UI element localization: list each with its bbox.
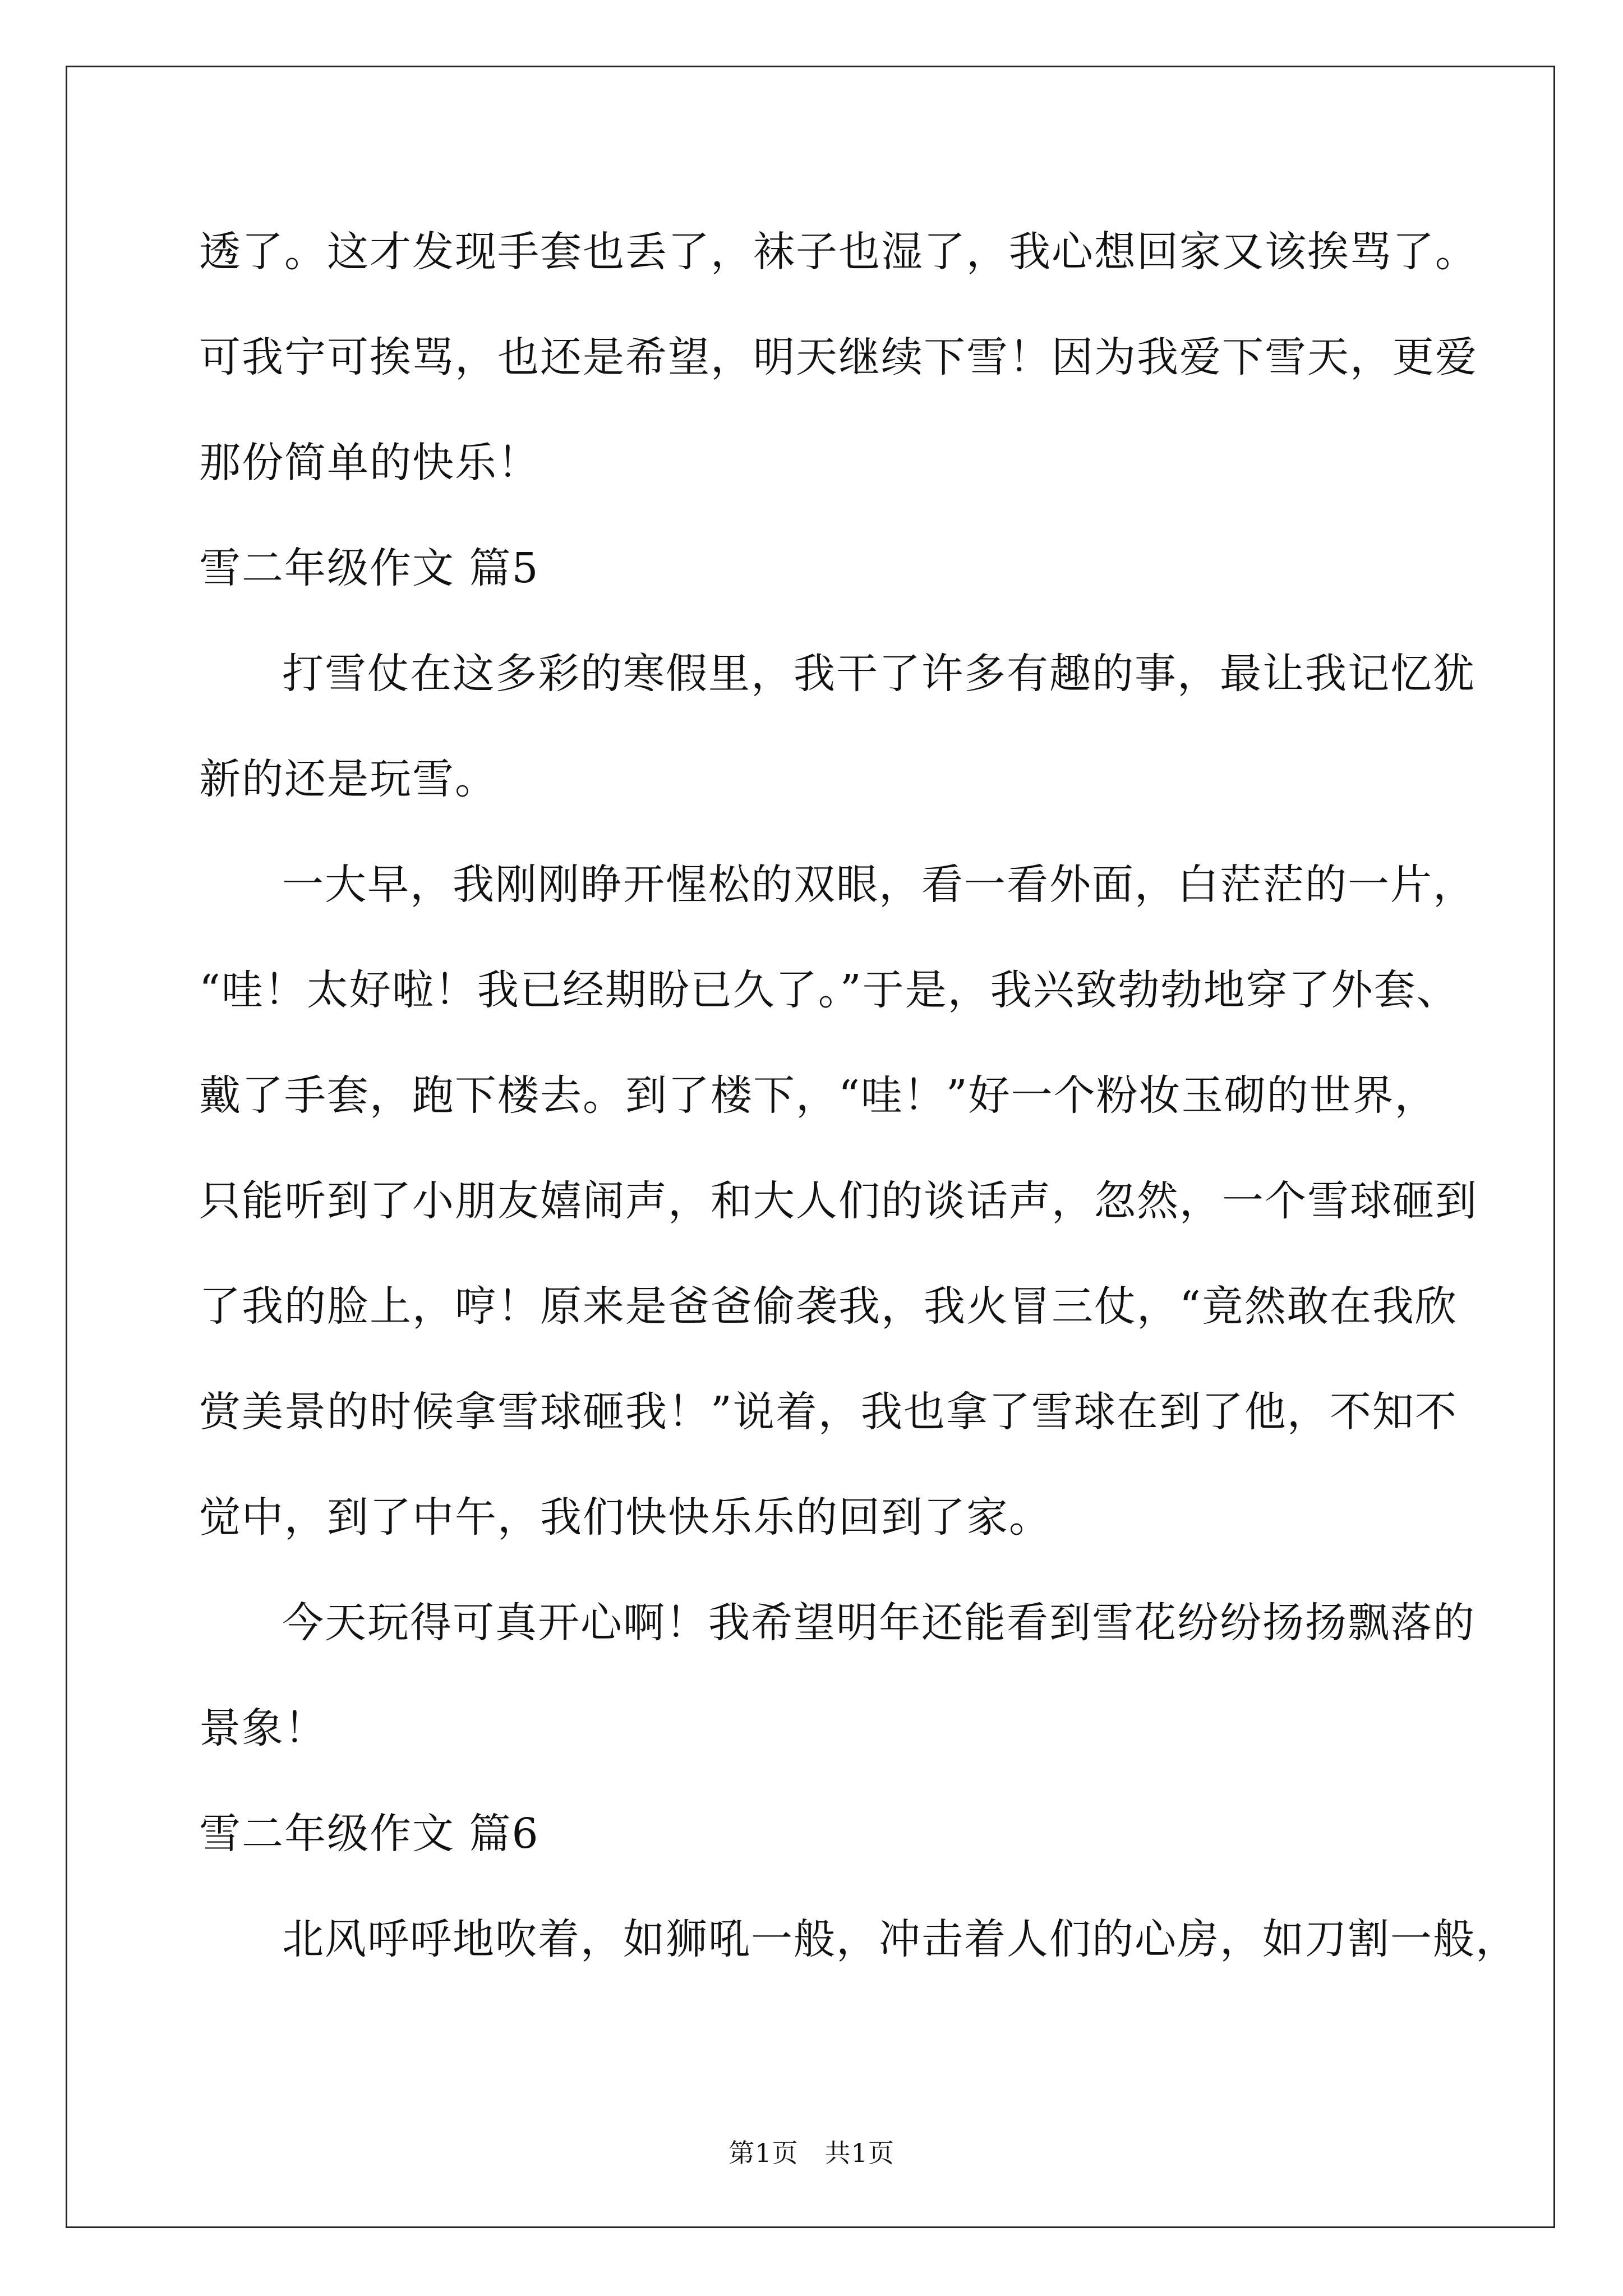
text-line: 可我宁可挨骂，也还是希望，明天继续下雪！因为我爱下雪天，更爱: [199, 333, 1478, 381]
page-number-footer: 第1页 共1页: [728, 2138, 895, 2168]
text-line: 了我的脸上，哼！原来是爸爸偷袭我，我火冒三仗，“竟然敢在我欣: [199, 1282, 1458, 1331]
text-line: 新的还是玩雪。: [199, 755, 497, 803]
paragraph-start: 今天玩得可真开心啊！我希望明年还能看到雪花纷纷扬扬飘落的: [282, 1599, 1476, 1647]
text-line: 透了。这才发现手套也丢了，袜子也湿了，我心想回家又该挨骂了。: [199, 228, 1478, 276]
text-line: “哇！太好啦！我已经期盼已久了。”于是，我兴致勃勃地穿了外套、: [199, 966, 1459, 1014]
text-line: 只能听到了小朋友嬉闹声，和大人们的谈话声，忽然，一个雪球砸到: [199, 1177, 1478, 1225]
paragraph-start: 北风呼呼地吹着，如狮吼一般，冲击着人们的心房，如刀割一般，: [282, 1915, 1518, 1963]
text-line: 戴了手套，跑下楼去。到了楼下，“哇！”好一个粉妆玉砌的世界，: [199, 1071, 1437, 1120]
text-line: 那份简单的快乐！: [199, 439, 540, 487]
section-heading: 雪二年级作文 篇5: [199, 544, 540, 592]
text-line: 赏美景的时候拿雪球砸我！”说着，我也拿了雪球在到了他，不知不: [199, 1388, 1458, 1436]
page-border: [66, 66, 1555, 2228]
text-line: 觉中，到了中午，我们快快乐乐的回到了家。: [199, 1493, 1052, 1542]
paragraph-start: 一大早，我刚刚睁开惺松的双眼，看一看外面，白茫茫的一片，: [282, 861, 1476, 909]
text-line: 景象！: [199, 1704, 327, 1752]
paragraph-start: 打雪仗在这多彩的寒假里，我干了许多有趣的事，最让我记忆犹: [282, 650, 1476, 698]
section-heading: 雪二年级作文 篇6: [199, 1810, 540, 1858]
